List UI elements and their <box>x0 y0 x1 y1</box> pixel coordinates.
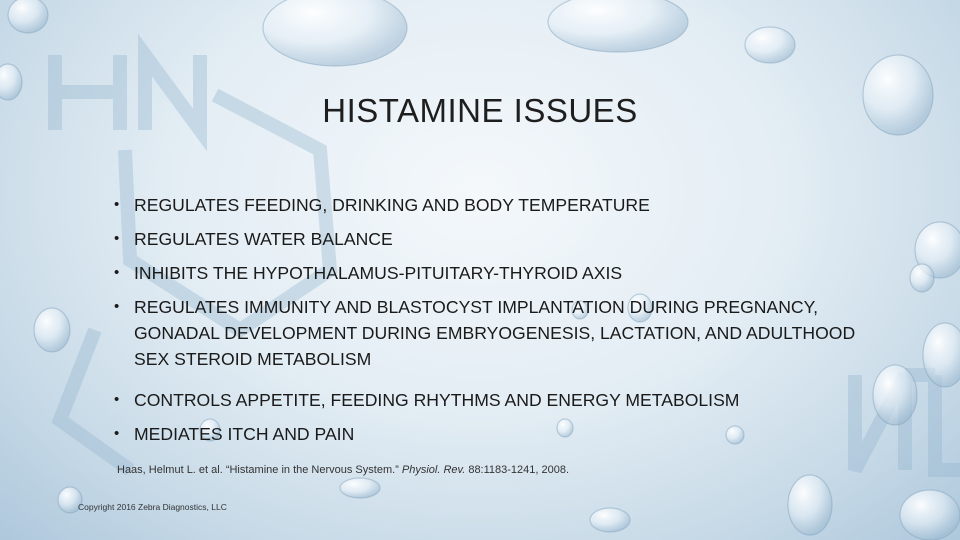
copyright-notice: Copyright 2016 Zebra Diagnostics, LLC <box>78 502 227 512</box>
bullet-item: • REGULATES IMMUNITY AND BLASTOCYST IMPLANTATION DURING PREGNANCY, GONADAL DEVELOPMENT DURING EMBRYOGENESIS, LACTATION, AND ADULTHOOD SEX STEROID METABOLISM <box>114 294 874 372</box>
citation-details: 88:1183-1241, 2008. <box>465 464 570 476</box>
bullet-item: • REGULATES FEEDING, DRINKING AND BODY TEMPERATURE <box>114 192 874 218</box>
citation-authors: Haas, Helmut L. et al. “Histamine in the Nervous System.” <box>117 464 402 476</box>
slide-title: HISTAMINE ISSUES <box>322 92 638 129</box>
bullet-list <box>114 192 874 455</box>
bullet-item: • CONTROLS APPETITE, FEEDING RHYTHMS AND ENERGY METABOLISM <box>114 387 874 413</box>
citation-journal: Physiol. Rev. <box>401 464 466 476</box>
citation <box>117 463 617 478</box>
bullet-item: • INHIBITS THE HYPOTHALAMUS-PITUITARY-THYROID AXIS <box>114 260 874 286</box>
bullet-item: • REGULATES WATER BALANCE <box>114 226 874 252</box>
bullet-item: • MEDIATES ITCH AND PAIN <box>114 421 874 447</box>
